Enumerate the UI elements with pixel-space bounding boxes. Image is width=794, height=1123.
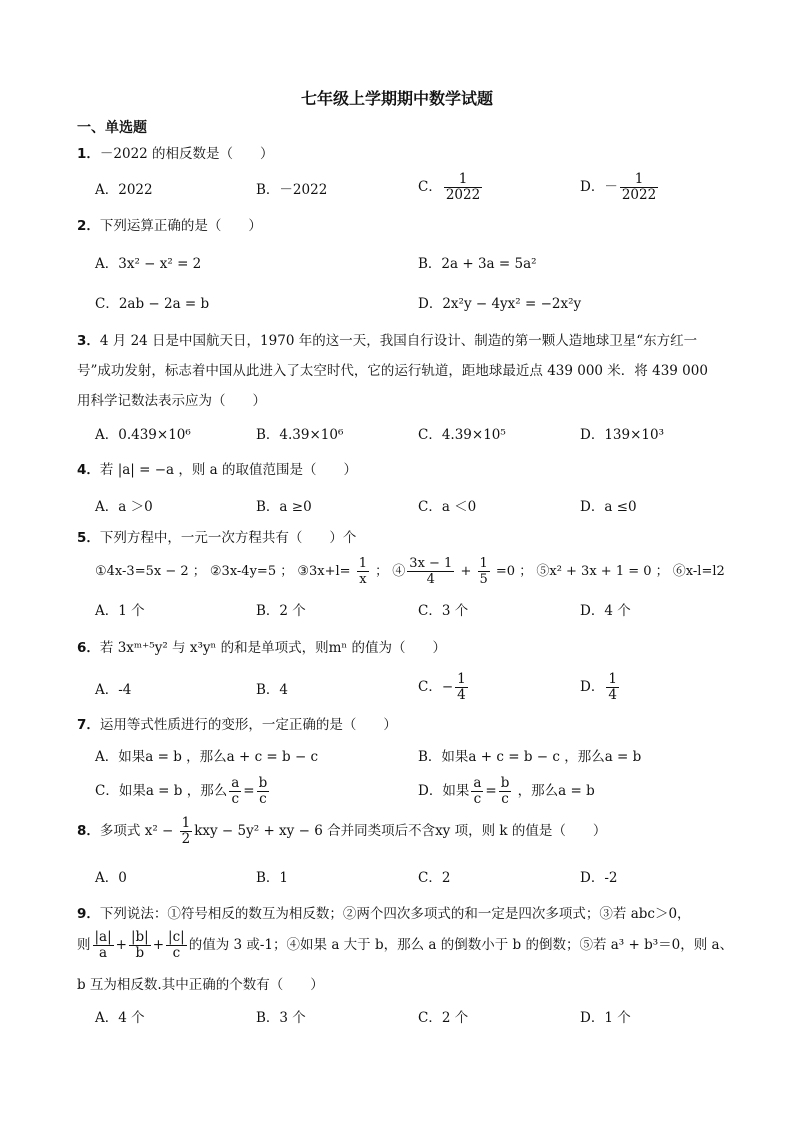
denominator: 2022 [621, 187, 657, 203]
option-a: A．如果a = b ，那么a + c = b − c [95, 749, 319, 765]
option-c: C．4.39×10⁵ [418, 427, 506, 443]
option-label: D． [580, 679, 605, 695]
question-text: 下列方程中，一元一次方程共有（ ）个 [99, 530, 357, 546]
equation-list [95, 556, 725, 587]
fraction [620, 172, 658, 203]
question-7 [77, 715, 397, 735]
denominator: 4 [608, 687, 617, 703]
equation-6: ⑥x-l=l2 [672, 564, 725, 579]
option-d: D．139×10³ [580, 427, 664, 443]
denominator: a [99, 945, 108, 961]
option-b: B．2a + 3a = 5a² [418, 256, 537, 272]
section-heading: 一、单选题 [77, 120, 147, 136]
option-c [418, 172, 484, 203]
denominator: 2022 [445, 187, 481, 203]
numerator: |c| [168, 929, 185, 945]
question-text: 的值为 3 或-1；④如果 a 大于 b，那么 a 的倒数小于 b 的倒数；⑤若 a³ + b³＝0，则 a、 [188, 937, 734, 953]
question-2 [77, 216, 262, 236]
numerator: 3x − 1 [409, 556, 453, 571]
option-a: A．0 [95, 870, 127, 886]
equation-part: =0 ； [491, 564, 533, 579]
option-d: D．a ≤0 [580, 499, 637, 515]
numerator: 1 [620, 172, 658, 188]
option-a: A．4 个 [95, 1010, 145, 1026]
denominator: c [473, 791, 482, 807]
denominator: 2 [181, 831, 191, 847]
denominator: c [231, 791, 240, 807]
question-9-line-3: b 互为相反数.其中正确的个数有（ ） [77, 977, 324, 993]
option-b: B．－2022 [256, 182, 328, 198]
fraction [357, 556, 369, 587]
option-label: C．− [418, 679, 454, 695]
option-b: B．4.39×10⁶ [256, 427, 344, 443]
equation-5: ⑤x² + 3x + 1 = 0 ； [536, 564, 669, 579]
fraction [93, 930, 114, 961]
question-9-line-1 [77, 904, 691, 924]
question-text: 运用等式性质进行的变形，一定正确的是（ ） [99, 717, 397, 733]
numerator: 1 [444, 172, 482, 188]
numerator: b [500, 775, 510, 791]
question-text-line: 号”成功发射，标志着中国从此进入了太空时代，它的运行轨道，距地球最近点 439 000 米．将 439 000 [77, 363, 708, 379]
option-d: D．1 个 [580, 1010, 631, 1026]
option-d: D．4 个 [580, 603, 631, 619]
equation-1: ①4x-3=5x − 2 ； [95, 564, 206, 579]
denominator: c [501, 791, 509, 807]
question-text-line: 4 月 24 日是中国航天日，1970 年的这一天，我国自行设计、制造的第一颗人造地球卫星“东方红一 [99, 333, 698, 349]
question-4 [77, 460, 357, 480]
option-label: D．－ [580, 179, 618, 195]
fraction [229, 776, 241, 807]
question-number: 9． [77, 906, 100, 922]
numerator: 1 [479, 556, 488, 571]
option-d [580, 672, 621, 703]
question-text: 多项式 [99, 823, 145, 839]
question-text: 合并同类项后不含xy 项，则 k 的值是（ ） [322, 823, 607, 839]
denominator: 4 [426, 572, 435, 587]
question-number: 8． [77, 823, 100, 839]
question-3 [77, 326, 737, 416]
polynomial-part: kxy − 5y² + xy − 6 [194, 823, 323, 839]
equation-2: ②3x-4y=5 ； [209, 564, 294, 579]
option-b: B．1 [256, 870, 289, 886]
option-a: A．2022 [95, 182, 153, 198]
option-label: D．如果 [418, 783, 470, 799]
numerator: a [473, 775, 482, 791]
option-b: B．3 个 [256, 1010, 306, 1026]
fraction [444, 172, 482, 203]
question-number: 5． [77, 530, 100, 546]
question-8 [77, 816, 606, 847]
option-a: A．1 个 [95, 603, 145, 619]
fraction [166, 930, 187, 961]
option-b: B．4 [256, 682, 289, 698]
option-c: C．2 [418, 870, 451, 886]
numerator: a [231, 775, 240, 791]
question-number: 7． [77, 717, 100, 733]
option-d [580, 172, 660, 203]
option-d: D．-2 [580, 870, 618, 886]
option-c [418, 672, 470, 703]
fraction [257, 776, 270, 807]
equation-3 [297, 556, 389, 587]
numerator: 1 [608, 671, 617, 687]
fraction [180, 816, 193, 847]
question-9-line-2: 则 $\frac{|a|}{a}$ + $\frac{|b|}{b}$ + $\frac{|c|}{c}$ 的值为 3 或-1；④如果 a 大于 b，那么 a 的倒数小于 b 的倒数；⑤若 a³ + b³＝0，则 a、 [77, 929, 734, 961]
option-c: C．3 个 [418, 603, 469, 619]
denominator: c [259, 791, 267, 807]
question-text: 若 3xᵐ⁺⁵y² 与 x³yⁿ 的和是单项式，则mⁿ 的值为（ ） [99, 640, 447, 656]
option-d: D．2x²y − 4yx² = −2x²y [418, 296, 582, 312]
option-c: C．a ＜0 [418, 499, 477, 515]
question-text-line: 下列说法：①符号相反的数互为相反数；②两个四次多项式的和一定是四次多项式；③若 abc＞0， [99, 906, 691, 922]
fraction [606, 672, 619, 703]
question-text: 下列运算正确的是（ ） [99, 218, 262, 234]
option-c: C．2 个 [418, 1010, 469, 1026]
equation-4 [392, 556, 533, 587]
equation-part: ③3x+l= [297, 564, 355, 579]
option-text: ，那么a = b [513, 783, 595, 799]
numerator: |a| [94, 929, 112, 945]
question-text-line: 用科学记数法表示应为（ ） [77, 393, 266, 409]
numerator: 1 [358, 556, 367, 571]
option-b: B．如果a + c = b − c ，那么a = b [418, 749, 642, 765]
equation-part: ； [371, 564, 389, 579]
option-c: C．2ab − 2a = b [95, 296, 210, 312]
denominator: c [172, 945, 181, 961]
question-number: 2． [77, 218, 100, 234]
option-a: A．a ＞0 [95, 499, 153, 515]
option-b: B．a ≥0 [256, 499, 312, 515]
option-d: D．如果 $\frac{a}{c}$ = $\frac{b}{c}$ ，那么a = b [418, 775, 595, 807]
question-text: 则 [77, 937, 91, 953]
equation-part: ④ [392, 564, 406, 579]
option-label: C．如果a = b ，那么 [95, 783, 228, 799]
question-6 [77, 638, 446, 658]
denominator: 5 [479, 572, 488, 587]
question-number: 3． [77, 333, 100, 349]
fraction [455, 672, 468, 703]
denominator: b [135, 945, 145, 961]
option-a: A．-4 [95, 682, 132, 698]
fraction [407, 556, 454, 587]
numerator: 1 [457, 671, 466, 687]
polynomial-part: x² − [144, 823, 178, 839]
question-number: 4． [77, 462, 100, 478]
option-b: B．2 个 [256, 603, 306, 619]
fraction [129, 930, 151, 961]
option-c: C．如果a = b ，那么 $\frac{a}{c}$ = $\frac{b}{c}$ [95, 775, 268, 807]
option-a: A．0.439×10⁶ [95, 427, 191, 443]
numerator: b [258, 775, 268, 791]
numerator: |b| [130, 929, 149, 945]
equation-part: + [456, 564, 476, 579]
denominator: 4 [457, 687, 466, 703]
fraction [499, 776, 512, 807]
question-5 [77, 528, 356, 548]
question-number: 1． [77, 146, 100, 162]
question-1 [77, 144, 274, 164]
question-text: 若 |a| = −a ，则 a 的取值范围是（ ） [99, 462, 358, 478]
question-number: 6． [77, 640, 100, 656]
fraction [471, 776, 483, 807]
fraction [478, 556, 490, 587]
option-label: C． [418, 179, 442, 195]
option-a: A．3x² − x² = 2 [95, 256, 202, 272]
question-text: －2022 的相反数是（ ） [99, 146, 274, 162]
numerator: 1 [181, 815, 191, 831]
page-title: 七年级上学期期中数学试题 [300, 89, 493, 108]
denominator: x [359, 572, 367, 587]
